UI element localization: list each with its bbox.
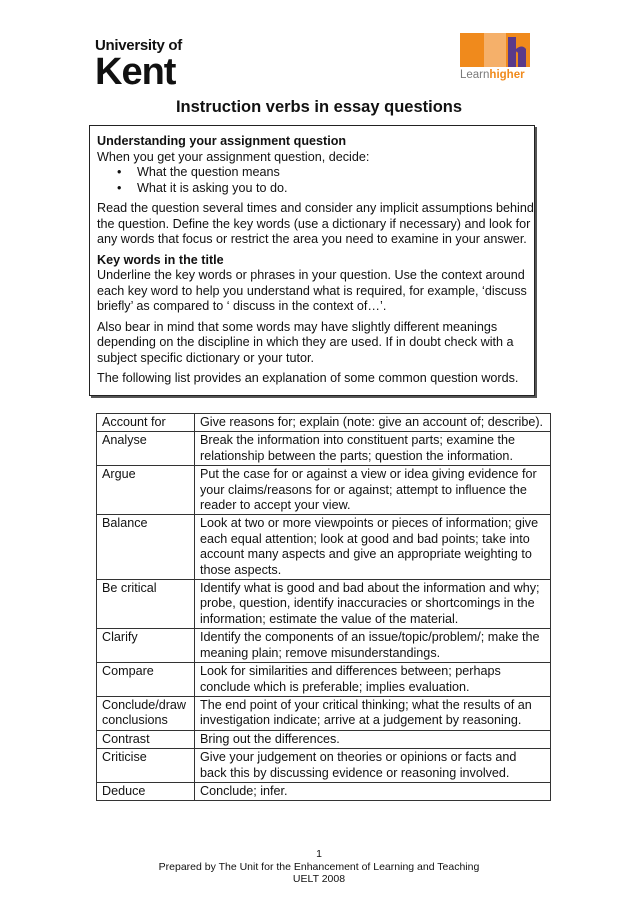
list-item: • What it is asking you to do.	[137, 181, 534, 197]
term-cell: Balance	[97, 515, 195, 580]
box-paragraph: Also bear in mind that some words may have slightly different meanings depending on the discipline in which they are used. If in doubt check with a subject specific dictionary or your tutor.	[97, 319, 514, 365]
logo-kent-text: Kent	[95, 51, 176, 93]
term-cell: Compare	[97, 663, 195, 697]
term-cell: Argue	[97, 466, 195, 515]
definition-cell: Look at two or more viewpoints or pieces of information; give each equal attention; look at good and bad points; take into account many aspects and give an appropriate weighting to those aspects.	[195, 515, 551, 580]
box-paragraph: Underline the key words or phrases in your question. Use the context around each key word to help you understand what is required, for example, ‘discuss briefly’ as compared to ‘ discuss in the context of…’.	[97, 268, 527, 313]
box-bullet-list	[97, 165, 534, 196]
box-paragraph: The following list provides an explanation of some common question words.	[97, 371, 519, 385]
table-row	[97, 696, 551, 730]
term-cell: Conclude/draw conclusions	[97, 696, 195, 730]
table-row	[97, 432, 551, 466]
table-row	[97, 629, 551, 663]
box-heading-understanding: Understanding your assignment question	[97, 134, 347, 148]
intro-box	[89, 125, 535, 396]
box-paragraph: Read the question several times and consider any implicit assumptions behind the question. Define the key words (use a dictionary if necessary) and look for any words that focus or restrict the area you need to examine in your answer.	[97, 201, 534, 246]
learnhigher-suffix: higher	[489, 69, 525, 81]
term-cell: Contrast	[97, 730, 195, 748]
term-cell: Criticise	[97, 749, 195, 783]
table-row	[97, 782, 551, 800]
page-footer	[0, 848, 638, 886]
box-intro: When you get your assignment question, decide:	[97, 149, 370, 164]
definition-cell: Give your judgement on theories or opinions or facts and back this by discussing evidence or reasoning involved.	[195, 749, 551, 783]
definition-cell: Bring out the differences.	[195, 730, 551, 748]
footer-line-1: Prepared by The Unit for the Enhancement of Learning and Teaching	[158, 860, 480, 873]
box-heading-key-words: Key words in the title	[97, 252, 224, 267]
learnhigher-prefix: Learn	[460, 69, 490, 81]
term-cell: Deduce	[97, 782, 195, 800]
term-cell: Be critical	[97, 580, 195, 629]
definition-cell: Put the case for or against a view or idea giving evidence for your claims/reasons for or against; attempt to influence the reader to accept your view.	[195, 466, 551, 515]
table-row	[97, 580, 551, 629]
definition-cell: Look for similarities and differences between; perhaps conclude which is preferable; implies evaluation.	[195, 663, 551, 697]
page-title: Instruction verbs in essay questions	[175, 98, 463, 116]
learnhigher-wordmark	[460, 68, 540, 82]
table-row	[97, 515, 551, 580]
table-row	[97, 466, 551, 515]
definition-cell: Give reasons for; explain (note: give an account of; describe).	[195, 414, 551, 432]
table-row	[97, 414, 551, 432]
term-cell: Analyse	[97, 432, 195, 466]
definition-cell: Identify the components of an issue/topic/problem/; make the meaning plain; remove misunderstandings.	[195, 629, 551, 663]
instruction-verbs-table	[96, 413, 551, 801]
footer-line-2: UELT 2008	[292, 873, 346, 885]
table-row	[97, 749, 551, 783]
definition-cell: The end point of your critical thinking; what the results of an investigation indicate; arrive at a judgement by reasoning.	[195, 696, 551, 730]
term-cell: Account for	[97, 414, 195, 432]
learnhigher-mark-icon	[460, 33, 530, 67]
table-row	[97, 663, 551, 697]
list-item: • What the question means	[137, 165, 534, 181]
learnhigher-logo	[460, 33, 532, 85]
logo-university-text: University of	[95, 37, 182, 54]
university-of-kent-logo	[95, 38, 205, 92]
definition-cell: Identify what is good and bad about the information and why; probe, question, identify inaccuracies or shortcomings in the information; estimate the value of the material.	[195, 580, 551, 629]
definition-cell: Conclude; infer.	[195, 782, 551, 800]
definition-cell: Break the information into constituent parts; examine the relationship between the parts; question the information.	[195, 432, 551, 466]
term-cell: Clarify	[97, 629, 195, 663]
page-number: 1	[316, 848, 322, 860]
table-row	[97, 730, 551, 748]
